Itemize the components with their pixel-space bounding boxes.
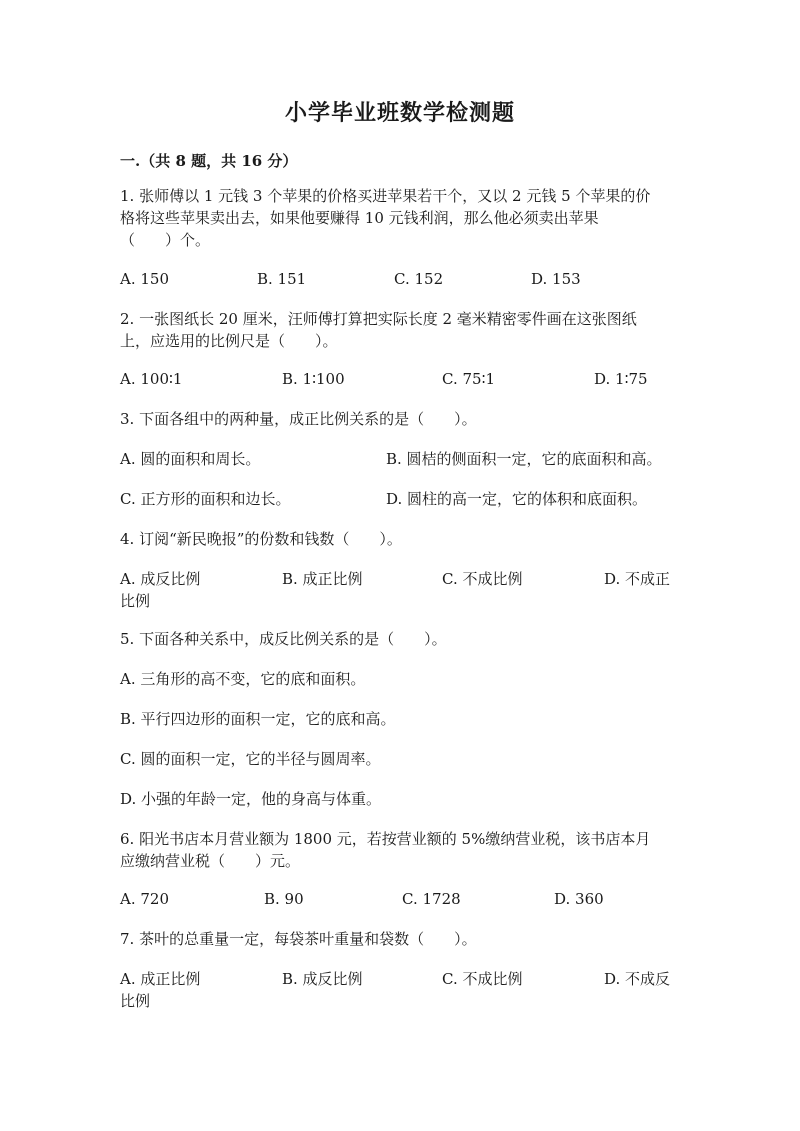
question-5 [120, 628, 680, 650]
option-c[interactable]: C. 正方形的面积和边长。 [120, 490, 291, 508]
option-b[interactable]: B. 平行四边形的面积一定，它的底和高。 [120, 710, 396, 728]
option-d[interactable]: D. 153 [531, 270, 581, 288]
option-b[interactable]: B. 1∶100 [282, 370, 345, 388]
question-4 [120, 528, 680, 550]
question-2 [120, 308, 680, 352]
option-c[interactable]: C. 圆的面积一定，它的半径与圆周率。 [120, 750, 381, 768]
option-d[interactable]: D. 小强的年龄一定，他的身高与体重。 [120, 790, 382, 808]
question-1-line-1: 1. 张师傅以 1 元钱 3 个苹果的价格买进苹果若干个，又以 2 元钱 5 个苹果的价 [120, 187, 651, 205]
question-7 [120, 928, 680, 950]
question-3-line-1: 3. 下面各组中的两种量，成正比例关系的是（ ）。 [120, 410, 477, 428]
question-1 [120, 185, 680, 251]
option-c[interactable]: C. 75∶1 [442, 370, 496, 388]
question-5-line-1: 5. 下面各种关系中，成反比例关系的是（ ）。 [120, 630, 447, 648]
question-7-line-1: 7. 茶叶的总重量一定，每袋茶叶重量和袋数（ ）。 [120, 930, 477, 948]
question-4-line-1: 4. 订阅“新民晚报”的份数和钱数（ ）。 [120, 530, 402, 548]
option-b[interactable]: B. 成正比例 [282, 570, 363, 588]
option-d-wrap: 比例 [120, 992, 151, 1010]
option-c[interactable]: C. 1728 [402, 890, 461, 908]
option-b[interactable]: B. 成反比例 [282, 970, 363, 988]
page-title: 小学毕业班数学检测题 [284, 100, 515, 126]
option-d[interactable]: D. 不成正 [604, 570, 671, 588]
option-a[interactable]: A. 150 [120, 270, 169, 288]
option-b[interactable]: B. 圆桔的侧面积一定，它的底面积和高。 [386, 450, 662, 468]
question-2-line-1: 2. 一张图纸长 20 厘米，汪师傅打算把实际长度 2 毫米精密零件画在这张图纸 [120, 310, 637, 328]
option-d[interactable]: D. 不成反 [604, 970, 671, 988]
option-d[interactable]: D. 1∶75 [594, 370, 648, 388]
question-2-line-2: 上，应选用的比例尺是（ ）。 [120, 332, 338, 350]
option-a[interactable]: A. 720 [120, 890, 169, 908]
question-6-line-1: 6. 阳光书店本月营业额为 1800 元，若按营业额的 5%缴纳营业税，该书店本月 [120, 830, 651, 848]
option-a[interactable]: A. 成反比例 [120, 570, 201, 588]
option-a[interactable]: A. 圆的面积和周长。 [120, 450, 261, 468]
option-a[interactable]: A. 三角形的高不变，它的底和面积。 [120, 670, 366, 688]
option-b[interactable]: B. 90 [264, 890, 304, 908]
option-c[interactable]: C. 152 [394, 270, 444, 288]
question-1-line-2: 格将这些苹果卖出去，如果他要赚得 10 元钱利润，那么他必须卖出苹果 [120, 209, 599, 227]
section-heading: 一.（共 8 题，共 16 分） [120, 152, 298, 170]
question-3 [120, 408, 680, 430]
option-d[interactable]: D. 圆柱的高一定，它的体积和底面积。 [386, 490, 648, 508]
option-d-wrap: 比例 [120, 592, 151, 610]
question-1-line-3: （ ）个。 [120, 231, 211, 249]
question-6 [120, 828, 680, 872]
option-d[interactable]: D. 360 [554, 890, 604, 908]
option-a[interactable]: A. 成正比例 [120, 970, 201, 988]
option-a[interactable]: A. 100∶1 [120, 370, 183, 388]
option-b[interactable]: B. 151 [257, 270, 307, 288]
question-6-line-2: 应缴纳营业税（ ）元。 [120, 852, 301, 870]
option-c[interactable]: C. 不成比例 [442, 570, 523, 588]
option-c[interactable]: C. 不成比例 [442, 970, 523, 988]
